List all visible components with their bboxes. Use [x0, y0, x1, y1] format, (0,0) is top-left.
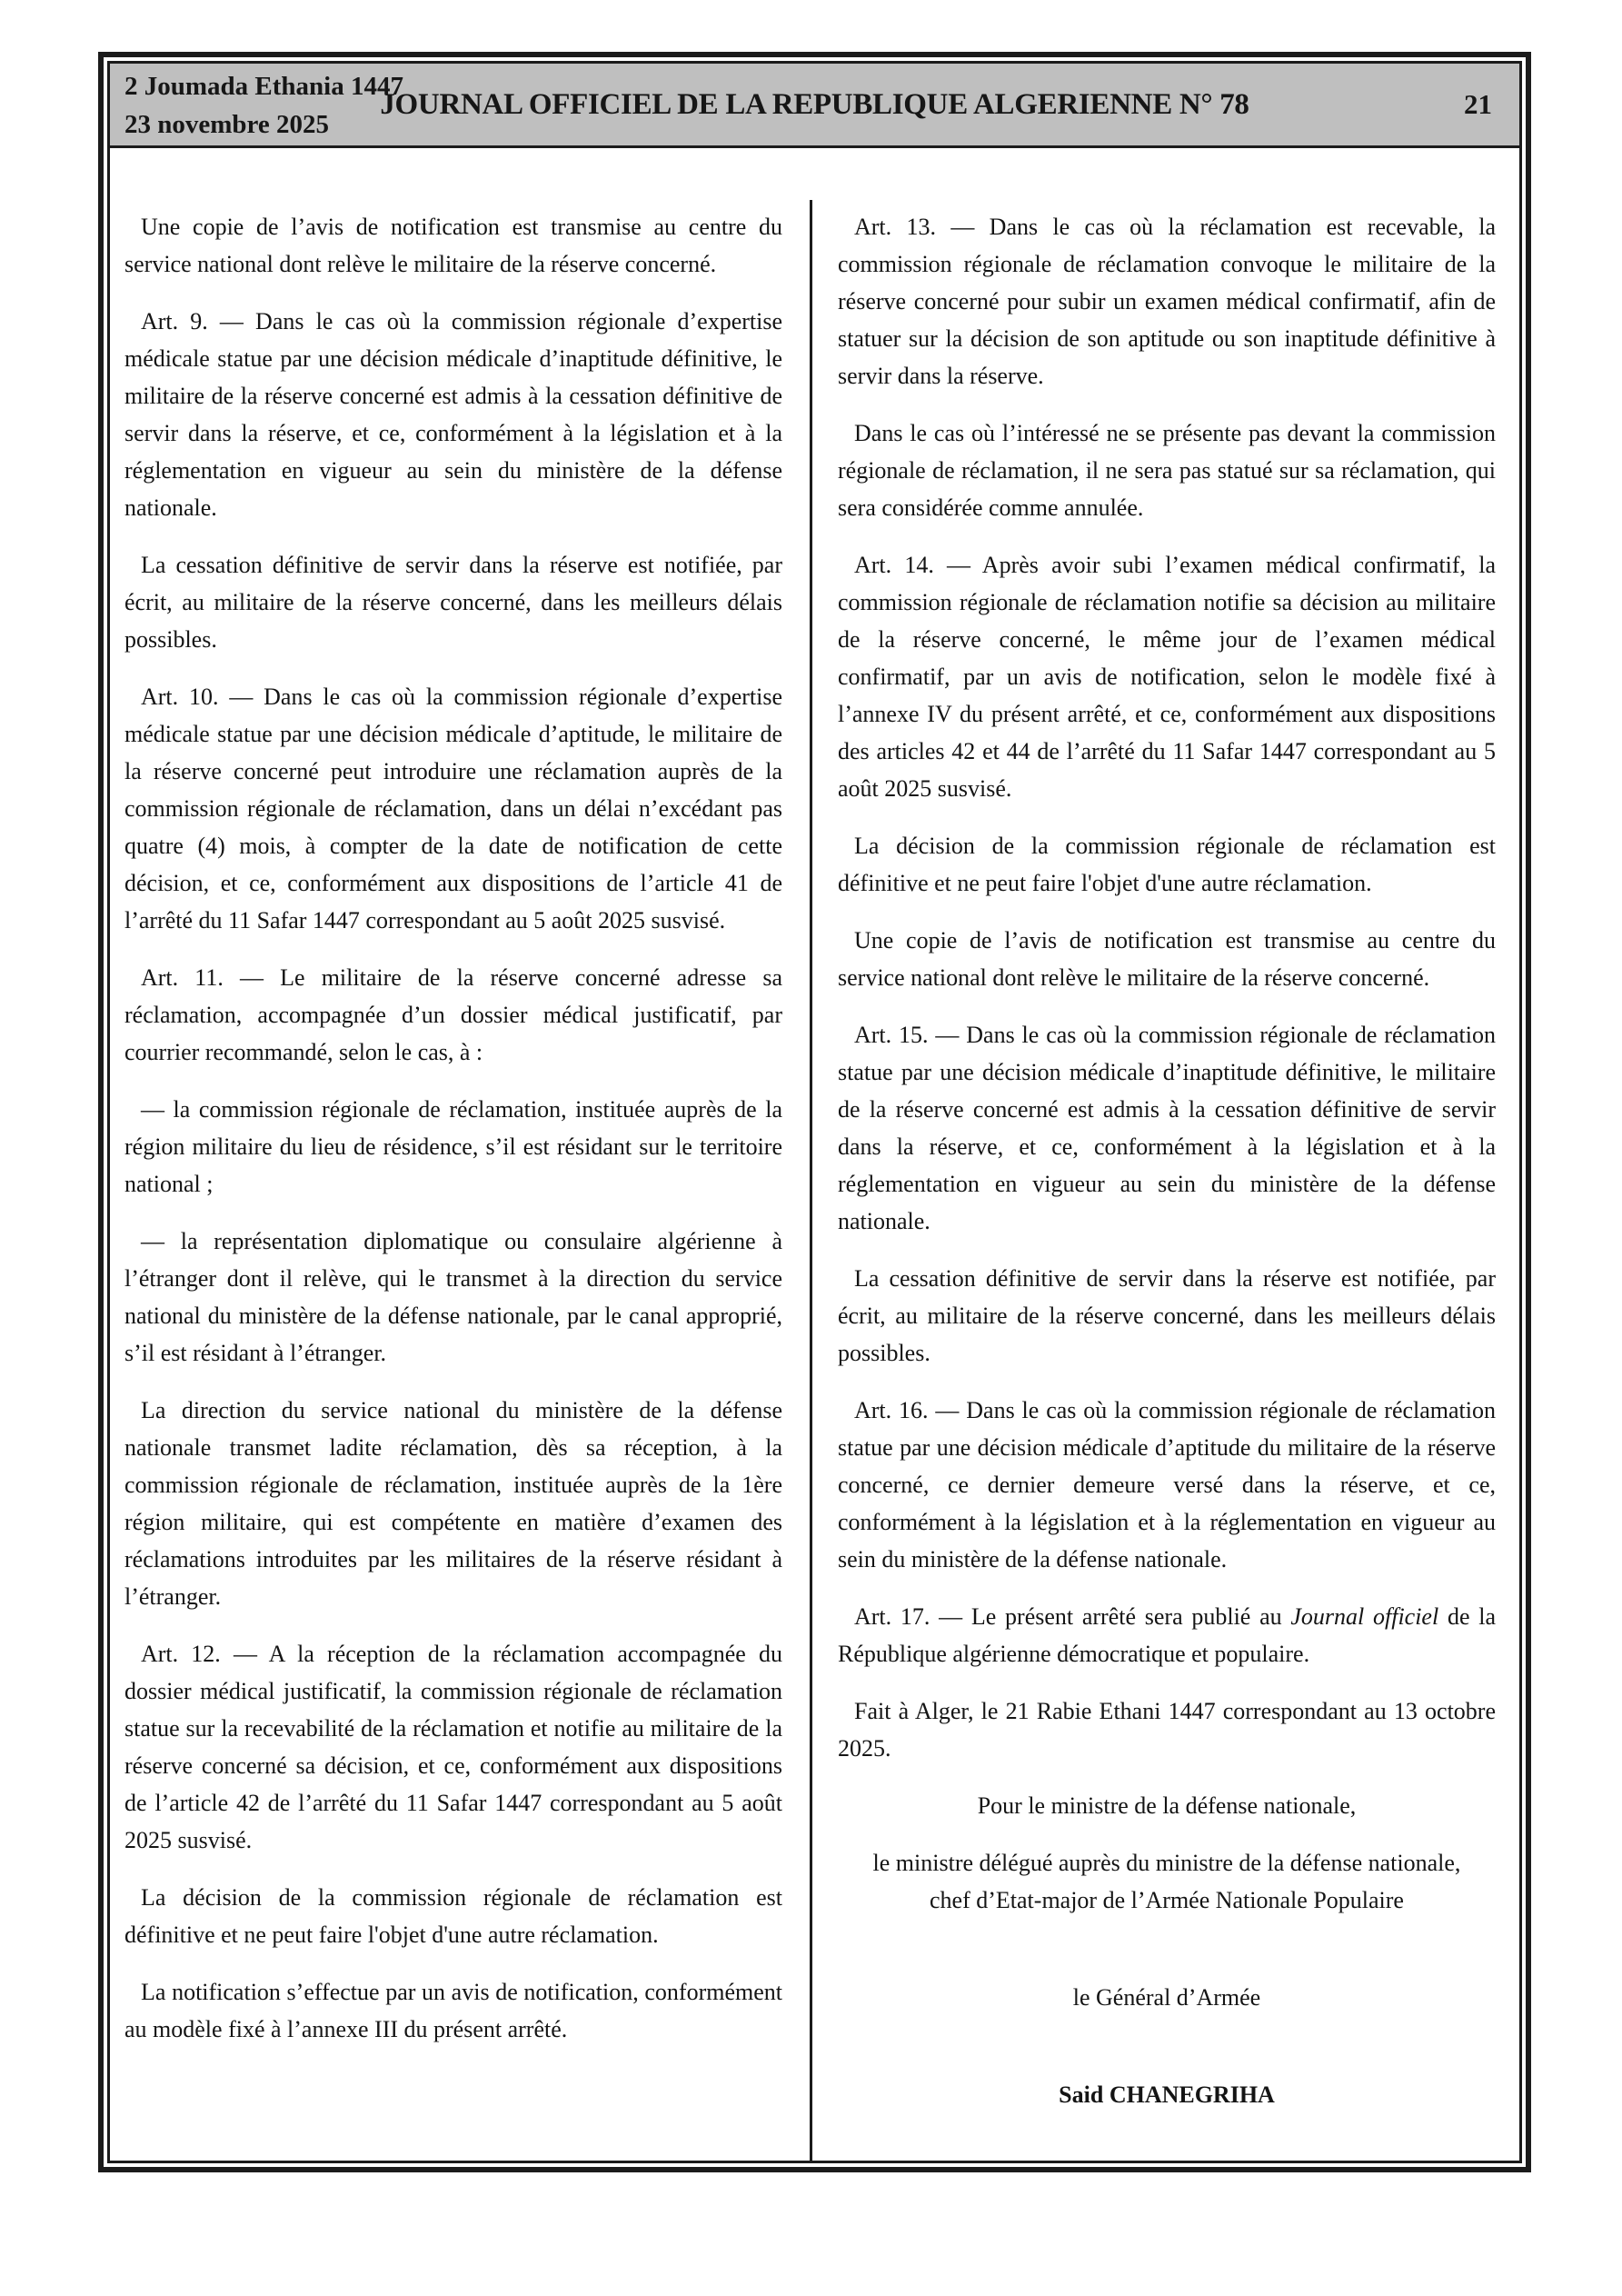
right-column [812, 200, 1519, 2161]
article-paragraph [838, 546, 1496, 807]
article-paragraph [838, 1787, 1496, 1824]
page-outer-frame [98, 52, 1531, 2172]
article-paragraph [124, 1973, 782, 2048]
text-segment: de la République algérienne démocratique et populaire. [838, 1603, 1496, 1667]
article-paragraph [124, 546, 782, 658]
article-paragraph [124, 1879, 782, 1953]
text-segment: La direction du service national du ministère de la défense nationale transmet ladite réclamation, dès sa réception, à la commission régionale de réclamation, instituée auprès de la 1ère région militaire, qui est compétente en matière d’examen des réclamations introduites par les militaires de la réserve résidant à l’étranger. [124, 1397, 782, 1610]
page-content [110, 200, 1519, 2161]
text-segment: Art. 14. — Après avoir subi l’examen médical confirmatif, la commission régionale de réclamation notifie sa décision au militaire de la réserve concerné, le même jour de l’examen médical confirmatif, par un avis de notification, selon le modèle fixé à l’annexe IV du présent arrêté, et ce, conformément aux dispositions des articles 42 et 44 de l’arrêté du 11 Safar 1447 correspondant au 5 août 2025 susvisé. [838, 552, 1496, 802]
text-segment: La cessation définitive de servir dans la réserve est notifiée, par écrit, au militaire de la réserve concerné, dans les meilleurs délais possibles. [124, 552, 782, 653]
article-paragraph [838, 827, 1496, 902]
article-paragraph [838, 414, 1496, 526]
text-segment: Une copie de l’avis de notification est transmise au centre du service national dont relève le militaire de la réserve concerné. [124, 214, 782, 277]
header-date-gregorian: 23 novembre 2025 [124, 110, 330, 139]
article-paragraph [838, 1598, 1496, 1672]
header-date-hijri: 2 Joumada Ethania 1447 [124, 72, 403, 101]
article-paragraph [838, 208, 1496, 394]
text-segment: La décision de la commission régionale de réclamation est définitive et ne peut faire l'objet d'une autre réclamation. [838, 833, 1496, 896]
article-paragraph [838, 1392, 1496, 1578]
page-inner-frame [107, 61, 1522, 2163]
text-segment: — la commission régionale de réclamation, instituée auprès de la région militaire du lieu de résidence, s’il est résidant sur le territoire national ; [124, 1096, 782, 1197]
article-paragraph [124, 1635, 782, 1859]
text-segment: La cessation définitive de servir dans la réserve est notifiée, par écrit, au militaire de la réserve concerné, dans les meilleurs délais possibles. [838, 1265, 1496, 1366]
article-paragraph [124, 208, 782, 283]
page-number: 21 [1464, 88, 1492, 120]
text-segment: Dans le cas où l’intéressé ne se présente pas devant la commission régionale de réclamation, il ne sera pas statué sur sa réclamation, qui sera considérée comme annulée. [838, 420, 1496, 521]
text-segment: Art. 12. — A la réception de la réclamation accompagnée du dossier médical justificatif, la commission régionale de réclamation statue sur la recevabilité de la réclamation et notifie au militaire de la réserve concerné sa décision, et ce, conformément aux dispositions de l’article 42 de l’arrêté du 11 Safar 1447 correspondant au 5 août 2025 susvisé. [124, 1641, 782, 1853]
article-paragraph [838, 2076, 1496, 2113]
text-segment: Art. 17. — Le présent arrêté sera publié au [854, 1603, 1291, 1630]
text-segment: Pour le ministre de la défense nationale, [977, 1792, 1357, 1819]
article-paragraph [124, 303, 782, 526]
text-segment: Said CHANEGRIHA [1059, 2081, 1275, 2108]
left-column [110, 200, 810, 2161]
text-segment: Art. 11. — Le militaire de la réserve concerné adresse sa réclamation, accompagnée d’un dossier médical justificatif, par courrier recommandé, selon le cas, à : [124, 964, 782, 1065]
text-segment: chef d’Etat-major de l’Armée Nationale Populaire [930, 1887, 1404, 1913]
article-paragraph [838, 1016, 1496, 1240]
journal-title: JOURNAL OFFICIEL DE LA REPUBLIQUE ALGERIENNE N° 78 [380, 87, 1249, 121]
article-paragraph [838, 922, 1496, 996]
text-segment: Art. 15. — Dans le cas où la commission régionale de réclamation statue par une décision médicale d’inaptitude définitive, le militaire de la réserve concerné est admis à la cessation définitive de servir dans la réserve, et ce, conformément à la législation et à la réglementation en vigueur au sein du ministère de la défense nationale. [838, 1022, 1496, 1234]
text-segment: La notification s’effectue par un avis de notification, conformément au modèle fixé à l’annexe III du présent arrêté. [124, 1979, 782, 2042]
article-paragraph [124, 678, 782, 939]
article-paragraph [838, 1260, 1496, 1372]
page-header [110, 64, 1519, 148]
article-paragraph [838, 1844, 1496, 1919]
article-paragraph [124, 1392, 782, 1615]
text-segment: Une copie de l’avis de notification est transmise au centre du service national dont relève le militaire de la réserve concerné. [838, 927, 1496, 991]
italic-text-segment: Journal officiel [1290, 1603, 1439, 1630]
article-paragraph [124, 959, 782, 1071]
text-segment: le ministre délégué auprès du ministre de la défense nationale, [872, 1850, 1461, 1876]
article-paragraph [124, 1091, 782, 1203]
text-segment: La décision de la commission régionale de réclamation est définitive et ne peut faire l'objet d'une autre réclamation. [124, 1884, 782, 1948]
text-segment: — la représentation diplomatique ou consulaire algérienne à l’étranger dont il relève, qui le transmet à la direction du service national du ministère de la défense nationale, par le canal approprié, s’il est résidant à l’étranger. [124, 1228, 782, 1366]
text-segment: Art. 16. — Dans le cas où la commission régionale de réclamation statue par une décision médicale d’aptitude du militaire de la réserve concerné, ce dernier demeure versé dans la réserve, et ce, conformément à la législation et à la réglementation en vigueur au sein du ministère de la défense nationale. [838, 1397, 1496, 1572]
article-paragraph [124, 1223, 782, 1372]
article-paragraph [838, 1692, 1496, 1767]
text-segment: Fait à Alger, le 21 Rabie Ethani 1447 correspondant au 13 octobre 2025. [838, 1698, 1496, 1762]
article-paragraph [838, 1979, 1496, 2016]
text-segment: le Général d’Armée [1072, 1984, 1261, 2011]
text-segment: Art. 9. — Dans le cas où la commission régionale d’expertise médicale statue par une décision médicale d’inaptitude définitive, le militaire de la réserve concerné est admis à la cessation définitive de servir dans la réserve, et ce, conformément à la législation et à la réglementation en vigueur au sein du ministère de la défense nationale. [124, 308, 782, 521]
text-segment: Art. 13. — Dans le cas où la réclamation est recevable, la commission régionale de réclamation convoque le militaire de la réserve concerné pour subir un examen médical confirmatif, afin de statuer sur la décision de son aptitude ou son inaptitude définitive à servir dans la réserve. [838, 214, 1496, 389]
text-segment: Art. 10. — Dans le cas où la commission régionale d’expertise médicale statue par une décision médicale d’aptitude, le militaire de la réserve concerné peut introduire une réclamation auprès de la commission régionale de réclamation, dans un délai n’excédant pas quatre (4) mois, à compter de la date de notification de cette décision, et ce, conformément aux dispositions de l’article 41 de l’arrêté du 11 Safar 1447 correspondant au 5 août 2025 susvisé. [124, 684, 782, 933]
